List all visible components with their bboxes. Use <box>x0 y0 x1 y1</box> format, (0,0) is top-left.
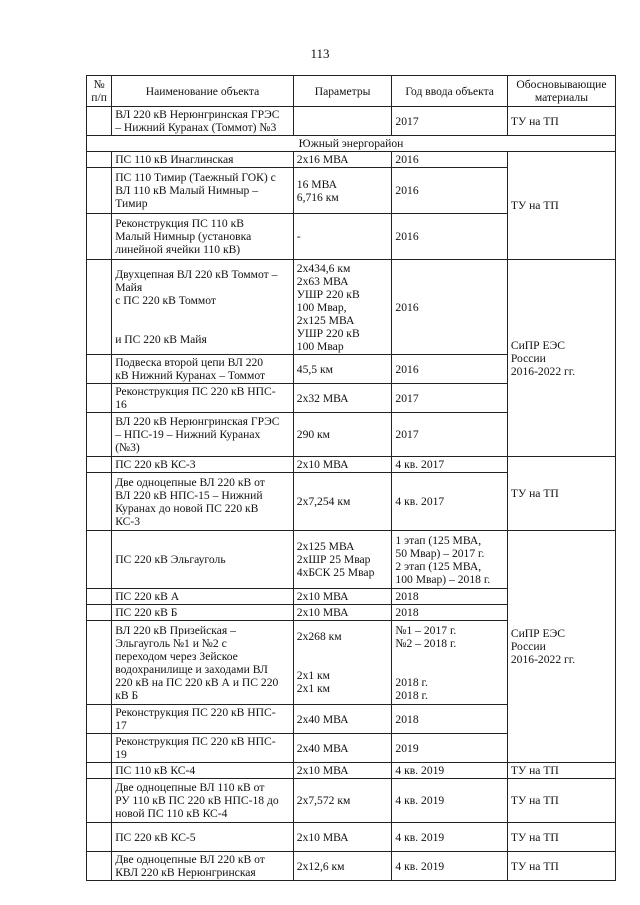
header-params: Параметры <box>293 76 392 107</box>
section-title: Южный энергорайон <box>87 136 616 152</box>
object-name: ПС 220 кВ А <box>112 589 294 605</box>
object-name: Две одноцепные ВЛ 220 кВ от ВЛ 220 кВ НПС-15 – Нижний Куранах до новой ПС 220 кВ КС-3 <box>112 473 294 531</box>
header-basis: Обосновывающие материалы <box>507 76 615 107</box>
header-year: Год ввода объекта <box>392 76 507 107</box>
object-year: 4 кв. 2017 <box>392 457 507 473</box>
object-name: Реконструкция ПС 110 кВ Малый Нимныр (установка линейной ячейки 110 кВ) <box>112 214 294 260</box>
object-year: 2018 <box>392 605 507 621</box>
table-row <box>87 852 616 881</box>
object-name: ПС 110 кВ Инаглинская <box>112 152 294 168</box>
object-year: 2016 <box>392 260 507 355</box>
object-year: 2016 <box>392 168 507 214</box>
object-name: Реконструкция ПС 220 кВ НПС- 17 <box>112 705 294 734</box>
object-name: ПС 220 кВ Эльгауголь <box>112 531 294 589</box>
table-row <box>87 457 616 473</box>
object-name: Двухцепная ВЛ 220 кВ Томмот – Майя с ПС 220 кВ Томмот и ПС 220 кВ Майя <box>112 260 294 355</box>
object-name: ВЛ 220 кВ Нерюнгринская ГРЭС – Нижний Куранах (Томмот) №3 <box>112 107 294 136</box>
table-row <box>87 823 616 852</box>
object-params: 2х7,254 км <box>293 473 392 531</box>
object-year: 1 этап (125 МВА, 50 Мвар) – 2017 г. 2 этап (125 МВА, 100 Мвар) – 2018 г. <box>392 531 507 589</box>
object-basis: ТУ на ТП <box>507 152 615 260</box>
object-name: ПС 220 кВ КС-3 <box>112 457 294 473</box>
object-year: 2018 <box>392 705 507 734</box>
object-basis: ТУ на ТП <box>507 823 615 852</box>
object-params: - <box>293 214 392 260</box>
object-params: 16 МВА 6,716 км <box>293 168 392 214</box>
object-params: 2х268 км 2х1 км 2х1 км <box>293 621 392 705</box>
object-year: 4 кв. 2017 <box>392 473 507 531</box>
object-params: 2х10 МВА <box>293 457 392 473</box>
table-row <box>87 260 616 355</box>
object-params: 2х7,572 км <box>293 779 392 823</box>
object-params <box>293 107 392 136</box>
object-name: ПС 110 кВ КС-4 <box>112 763 294 779</box>
table-row <box>87 763 616 779</box>
object-year: 4 кв. 2019 <box>392 763 507 779</box>
section-row <box>87 136 616 152</box>
table-row <box>87 531 616 589</box>
object-basis: СиПР ЕЭС России 2016-2022 гг. <box>507 260 615 457</box>
object-year: 2019 <box>392 734 507 763</box>
object-params: 2х10 МВА <box>293 763 392 779</box>
header-name: Наименование объекта <box>112 76 294 107</box>
table-row <box>87 152 616 168</box>
object-params: 2х434,6 км 2х63 МВА УШР 220 кВ 100 Мвар, 2х125 МВА УШР 220 кВ 100 Мвар <box>293 260 392 355</box>
object-basis: ТУ на ТП <box>507 107 615 136</box>
object-year: 2016 <box>392 214 507 260</box>
object-params: 2х16 МВА <box>293 152 392 168</box>
object-params: 2х125 МВА 2хШР 25 Мвар 4хБСК 25 Мвар <box>293 531 392 589</box>
object-year: 2018 <box>392 589 507 605</box>
table-header-row <box>87 76 616 107</box>
object-name: ПС 110 Тимир (Таежный ГОК) с ВЛ 110 кВ Малый Нимныр – Тимир <box>112 168 294 214</box>
object-basis: ТУ на ТП <box>507 852 615 881</box>
objects-table <box>86 75 616 881</box>
object-basis: ТУ на ТП <box>507 457 615 531</box>
object-params: 45,5 км <box>293 355 392 384</box>
object-name: Подвеска второй цепи ВЛ 220 кВ Нижний Куранах – Томмот <box>112 355 294 384</box>
object-params: 2х10 МВА <box>293 589 392 605</box>
object-basis: СиПР ЕЭС России 2016-2022 гг. <box>507 531 615 763</box>
object-year: 2016 <box>392 152 507 168</box>
object-year: 4 кв. 2019 <box>392 823 507 852</box>
object-year: 2017 <box>392 107 507 136</box>
object-params: 290 км <box>293 413 392 457</box>
object-name: Две одноцепные ВЛ 220 кВ от КВЛ 220 кВ Нерюнгринская <box>112 852 294 881</box>
object-name: Реконструкция ПС 220 кВ НПС- 19 <box>112 734 294 763</box>
object-year: 4 кв. 2019 <box>392 779 507 823</box>
object-basis: ТУ на ТП <box>507 779 615 823</box>
object-basis: ТУ на ТП <box>507 763 615 779</box>
object-year: 4 кв. 2019 <box>392 852 507 881</box>
object-year: 2017 <box>392 413 507 457</box>
header-num: № п/п <box>87 76 112 107</box>
object-year: 2017 <box>392 384 507 413</box>
object-name: Две одноцепные ВЛ 110 кВ от РУ 110 кВ ПС 220 кВ НПС-18 до новой ПС 110 кВ КС-4 <box>112 779 294 823</box>
page-number: 113 <box>310 46 330 61</box>
object-name: ПС 220 кВ КС-5 <box>112 823 294 852</box>
table-row <box>87 107 616 136</box>
object-name: ПС 220 кВ Б <box>112 605 294 621</box>
object-name: ВЛ 220 кВ Нерюнгринская ГРЭС – НПС-19 – Нижний Куранах (№3) <box>112 413 294 457</box>
object-year: №1 – 2017 г. №2 – 2018 г. 2018 г. 2018 г. <box>392 621 507 705</box>
object-params: 2х40 МВА <box>293 705 392 734</box>
object-params: 2х32 МВА <box>293 384 392 413</box>
object-params: 2х40 МВА <box>293 734 392 763</box>
object-name: Реконструкция ПС 220 кВ НПС- 16 <box>112 384 294 413</box>
object-params: 2х10 МВА <box>293 605 392 621</box>
object-params: 2х10 МВА <box>293 823 392 852</box>
object-params: 2х12,6 км <box>293 852 392 881</box>
object-name: ВЛ 220 кВ Призейская – Эльгауголь №1 и №2 с переходом через Зейское водохранилище и заходами ВЛ 220 кВ на ПС 220 кВ А и ПС 220 кВ Б <box>112 621 294 705</box>
object-year: 2016 <box>392 355 507 384</box>
table-row <box>87 779 616 823</box>
